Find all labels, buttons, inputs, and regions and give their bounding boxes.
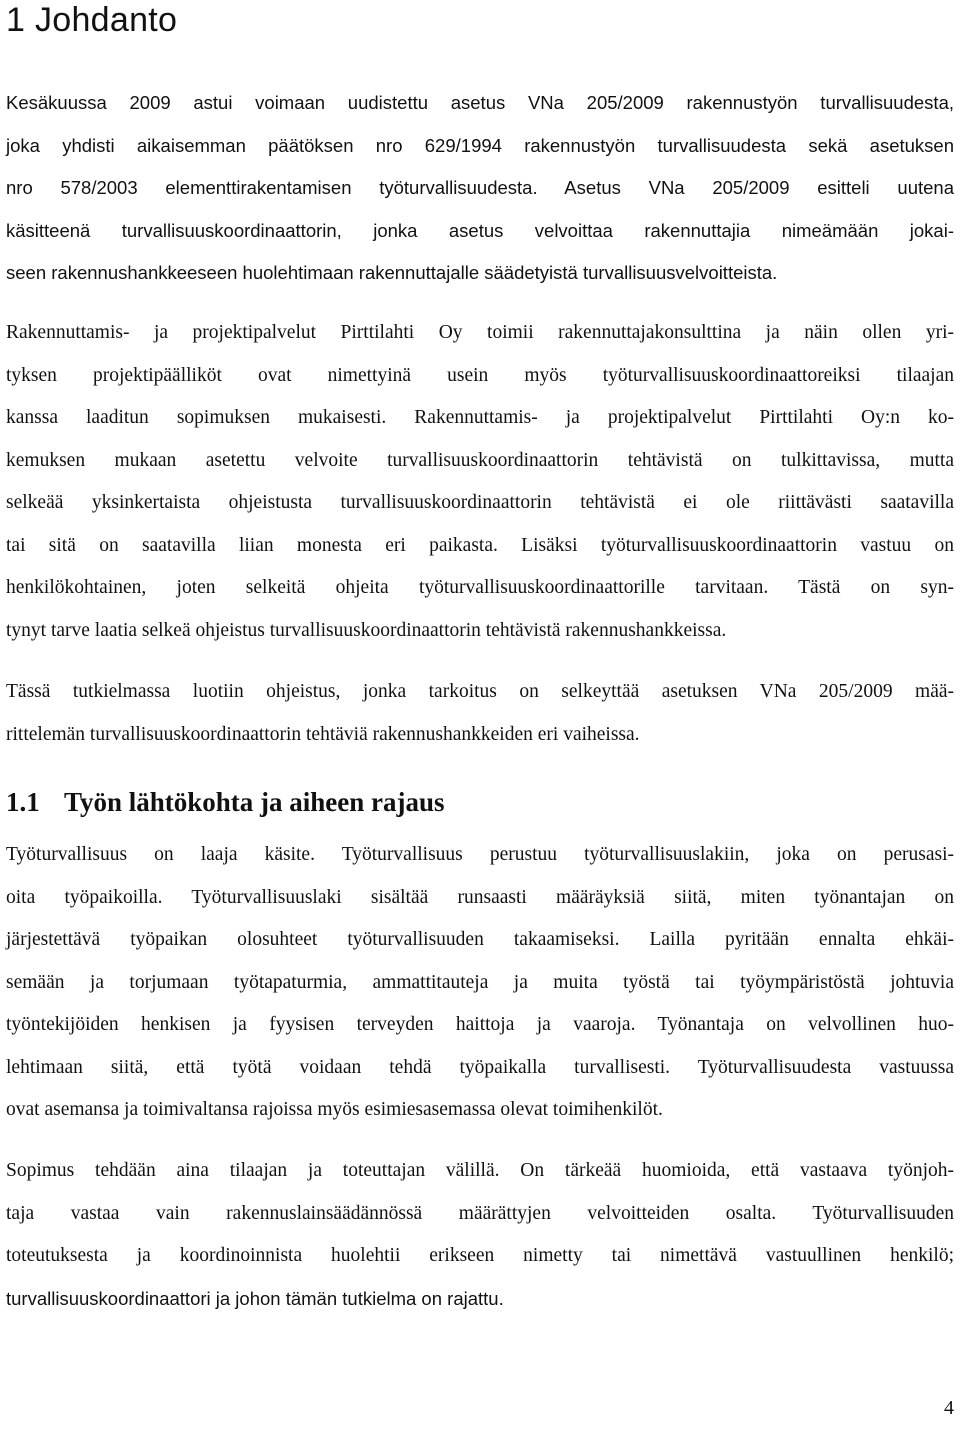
text-line: henkilökohtainen, joten selkeitä ohjeita työturvallisuuskoordinaattorille tarvitaan. Tästä on syn- <box>6 577 954 598</box>
text-line: ovat asemansa ja toimivaltansa rajoissa myös esimiesasemassa olevat toimihenkilöt. <box>6 1099 663 1120</box>
text-line: turvallisuuskoordinaattori ja johon tämän tutkielma on rajattu. <box>6 1287 504 1309</box>
text-line: tyksen projektipäälliköt ovat nimettyinä usein myös työturvallisuuskoordinaattoreiksi tilaajan <box>6 364 954 386</box>
text-line: kanssa laaditun sopimuksen mukaisesti. Rakennuttamis- ja projektipalvelut Pirttilahti Oy:n ko- <box>6 407 954 428</box>
paragraph-section-1 <box>6 834 954 1132</box>
text-line: lehtimaan siitä, että työtä voidaan tehdä työpaikalla turvallisesti. Työturvallisuudesta vastuussa <box>6 1056 954 1078</box>
text-line: taja vastaa vain rakennuslainsäädännössä määrättyjen velvoitteiden osalta. Työturvallisuuden <box>6 1202 954 1224</box>
chapter-heading: 1 Johdanto <box>6 1 178 39</box>
text-line: työntekijöiden henkisen ja fyysisen terveyden haittoja ja vaaroja. Työnantaja on velvollinen huo- <box>6 1014 954 1035</box>
text-line: oita työpaikoilla. Työturvallisuuslaki sisältää runsaasti määräyksiä siitä, miten työnantajan on <box>6 886 954 908</box>
text-line: tai sitä on saatavilla liian monesta eri paikasta. Lisäksi työturvallisuuskoordinaattorin vastuu on <box>6 534 954 556</box>
text-line: joka yhdisti aikaisemman päätöksen nro 629/1994 rakennustyön turvallisuudesta sekä asetuksen <box>6 134 954 156</box>
text-line: Sopimus tehdään aina tilaajan ja toteuttajan välillä. On tärkeää huomioida, että vastaava työnjoh- <box>6 1160 954 1181</box>
text-line: käsitteenä turvallisuuskoordinaattorin, jonka asetus velvoittaa rakennuttajia nimeämään jokai- <box>6 219 954 241</box>
text-line: kemuksen mukaan asetettu velvoite turvallisuuskoordinaattorin tehtävistä on tulkittavissa, mutta <box>6 449 954 471</box>
text-line: nro 578/2003 elementtirakentamisen työturvallisuudesta. Asetus VNa 205/2009 esitteli uutena <box>6 177 954 198</box>
text-line: Työturvallisuus on laaja käsite. Työturvallisuus perustuu työturvallisuuslakiin, joka on perusasi- <box>6 844 954 865</box>
text-line: seen rakennushankkeeseen huolehtimaan rakennuttajalle säädetyistä turvallisuusvelvoitteista. <box>6 262 778 283</box>
section-number: 1.1 <box>6 787 40 817</box>
text-line: selkeää yksinkertaista ohjeistusta turvallisuuskoordinaattorin tehtävistä ei ole riittävästi saatavilla <box>6 492 954 513</box>
page-number: 4 <box>944 1397 954 1419</box>
text-line: järjestettävä työpaikan olosuhteet työturvallisuuden takaamiseksi. Lailla pyritään ennalta ehkäi- <box>6 929 954 950</box>
paragraph-intro-3 <box>6 671 954 756</box>
paragraph-intro-2 <box>6 312 954 652</box>
section-title: Työn lähtökohta ja aiheen rajaus <box>64 787 445 817</box>
section-heading <box>6 784 445 820</box>
text-line: toteutuksesta ja koordinoinnista huolehtii erikseen nimetty tai nimettävä vastuullinen henkilö; <box>6 1245 954 1266</box>
text-line: Rakennuttamis- ja projektipalvelut Pirttilahti Oy toimii rakennuttajakonsulttina ja näin ollen yri- <box>6 322 954 343</box>
text-line: Kesäkuussa 2009 astui voimaan uudistettu asetus VNa 205/2009 rakennustyön turvallisuudesta, <box>6 92 954 113</box>
text-line: semään ja torjumaan työtapaturmia, ammattitauteja ja muita työstä tai työympäristöstä johtuvia <box>6 971 954 993</box>
paragraph-section-2 <box>6 1150 954 1320</box>
text-line: rittelemän turvallisuuskoordinaattorin tehtäviä rakennushankkeiden eri vaiheissa. <box>6 723 640 745</box>
text-line: Tässä tutkielmassa luotiin ohjeistus, jonka tarkoitus on selkeyttää asetuksen VNa 205/2009 mää- <box>6 681 954 702</box>
paragraph-intro-1 <box>6 82 954 295</box>
text-line: tynyt tarve laatia selkeä ohjeistus turvallisuuskoordinaattorin tehtävistä rakennushankkeissa. <box>6 619 727 641</box>
